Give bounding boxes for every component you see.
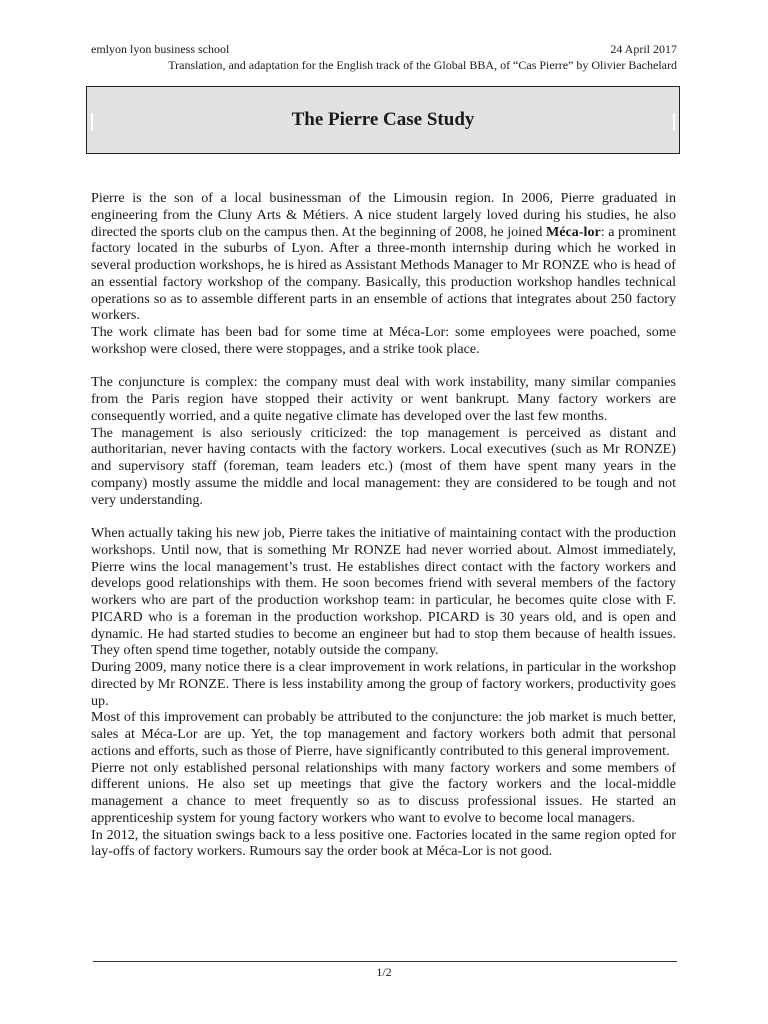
header-school: emlyon lyon business school [91, 42, 230, 56]
footer-divider [93, 961, 677, 962]
paragraph-text: Pierre is the son of a local businessman of the Limousin region. In 2006, Pierre graduated in engineering from the Cluny Arts & Métiers. A nice student largely loved during his studies, he also directed the sports club on the campus then. At the beginning of 2008, he joined [91, 190, 676, 240]
header-subtitle: Translation, and adaptation for the English track of the Global BBA, of “Cas Pierre” by Olivier Bachelard [168, 58, 677, 72]
paragraph: Most of this improvement can probably be attributed to the conjuncture: the job market is much better, sales at Méca-Lor are up. Yet, the top management and factory workers both admit that personal actions and efforts, such as those of Pierre, have significantly contributed to this general improvement. [91, 709, 676, 759]
paragraph: In 2012, the situation swings back to a less positive one. Factories located in the same region opted for lay-offs of factory workers. Rumours say the order book at Méca-Lor is not good. [91, 826, 676, 860]
paragraph [91, 190, 676, 324]
page-number: 1/2 [376, 965, 392, 979]
document-body [91, 190, 676, 860]
header-date: 24 April 2017 [610, 42, 677, 56]
document-title: The Pierre Case Study [291, 109, 475, 130]
paragraph: During 2009, many notice there is a clear improvement in work relations, in particular in the workshop directed by Mr RONZE. There is less instability among the group of factory workers, productivity goes up. [91, 659, 676, 709]
title-box-mark-left [91, 113, 93, 131]
page-header [91, 41, 677, 73]
paragraph: The conjuncture is complex: the company must deal with work instability, many similar companies from the Paris region have stopped their activity or went bankrupt. Many factory workers are consequently worried, and a quite negative climate has developed over the last few months. [91, 374, 676, 424]
paragraph: The management is also seriously criticized: the top management is perceived as distant and authoritarian, never having contacts with the factory workers. Local executives (such as Mr RONZE) and supervisory staff (foreman, team leaders etc.) (most of them have spent many years in the company) mostly assume the middle and local management: they are considered to be tough and not very understanding. [91, 424, 676, 508]
paragraph: Pierre not only established personal relationships with many factory workers and some members of different unions. He also set up meetings that give the factory workers and the local-middle management a chance to meet frequently so as to discuss professional issues. He started an apprenticeship system for young factory workers who want to evolve to become local managers. [91, 759, 676, 826]
header-row [91, 41, 677, 57]
title-box-mark-right [673, 113, 675, 131]
paragraph: The work climate has been bad for some time at Méca-Lor: some employees were poached, some workshop were closed, there were stoppages, and a strike took place. [91, 324, 676, 357]
paragraph: When actually taking his new job, Pierre takes the initiative of maintaining contact with the production workshops. Until now, that is something Mr RONZE had never worried about. Almost immediately, Pierre wins the local management’s trust. He establishes direct contact with the factory workers and develops good relationships with them. He soon becomes friend with several members of the factory workers who are part of the production workshop team: in particular, he becomes quite close with F. PICARD who is a foreman in the production workshop. PICARD is 30 years old, and is open and dynamic. He had started studies to become an engineer but had to stop them because of health issues. They often spend time together, notably outside the company. [91, 525, 676, 659]
paragraph-text: : a prominent factory located in the suburbs of Lyon. After a three-month internship during which he worked in several production workshops, he is hired as Assistant Methods Manager to Mr RONZE who is head of an essential factory workshop of the company. Basically, this production workshop handles technical operations so as to assemble different parts in an ensemble of actions that integrates about 250 factory workers. [91, 223, 676, 324]
title-box [86, 86, 680, 154]
company-name-bold: Méca-lor [545, 223, 601, 240]
